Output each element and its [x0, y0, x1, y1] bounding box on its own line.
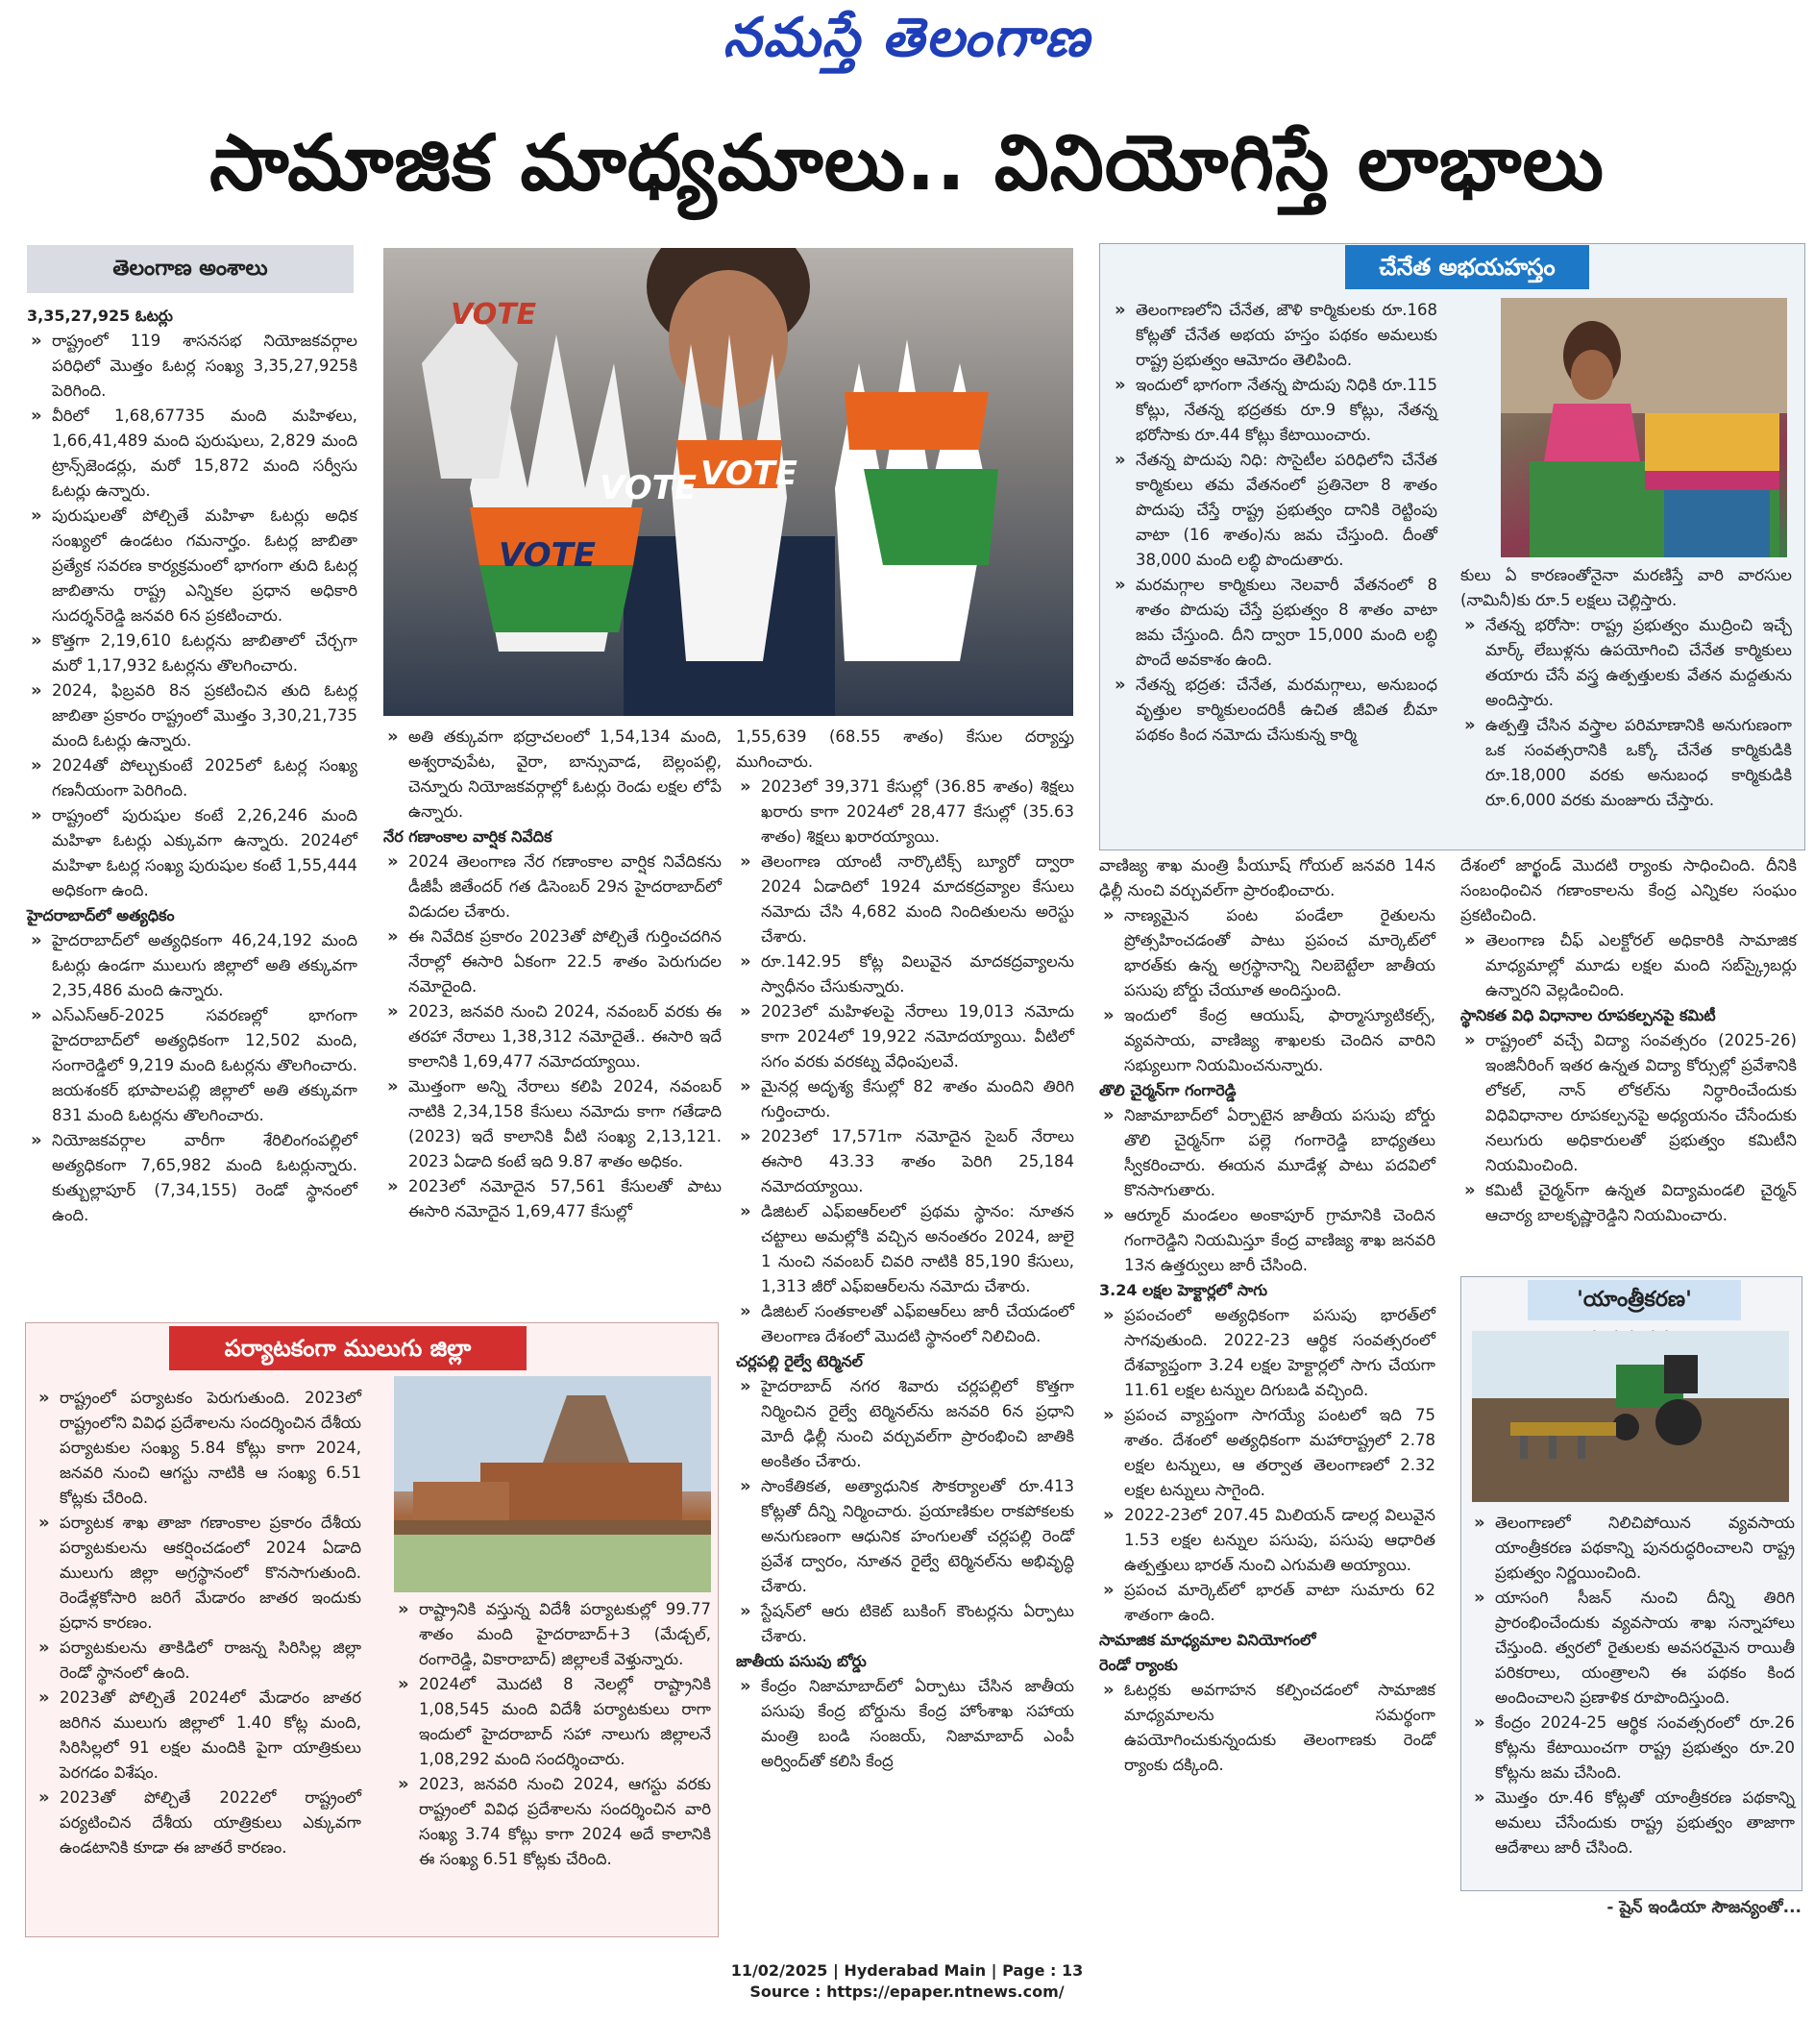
footer-date-edition: 11/02/2025 | Hyderabad Main | Page : 13 [730, 1961, 1084, 1980]
bullet-item: » 2024 తెలంగాణ నేర గణాంకాల వార్షిక నివేదికను డీజీపీ జితేందర్‌ గత డిసెంబర్‌ 29న హైదరాబాద్‌లో విడుదల చేశారు. [383, 850, 722, 924]
column-6 [1460, 853, 1797, 1228]
bullet-item: » కమిటీ చైర్మన్‌గా ఉన్నత విద్యామండలి చైర్మన్‌ ఆచార్య బాలకృష్ణారెడ్డిని నియమించారు. [1460, 1178, 1797, 1228]
bullet-item: » 2023తో పోల్చితే 2024లో మేడారం జాతర జరిగిన ములుగు జిల్లాలో 1.40 కోట్ల మంది, సిరిసిల్లలో 91 లక్షల మందికి పైగా యాత్రికులు పెరగడం విశేషం. [35, 1686, 361, 1785]
column-3 [736, 725, 1074, 1774]
section-head-hectares: 3.24 లక్షల హెక్టార్లలో సాగు [1099, 1281, 1268, 1299]
cheneta-bullets-left [1111, 298, 1437, 748]
bullet-item: » నిజామాబాద్‌లో ఏర్పాటైన జాతీయ పసుపు బోర్డు తొలి చైర్మన్‌గా పల్లె గంగారెడ్డి బాధ్యతలు స్వీకరించారు. ఈయన మూడేళ్ల పాటు పదవిలో కొనసాగుతారు. [1099, 1103, 1435, 1203]
col5-bullets-2 [1099, 1103, 1435, 1278]
bullet-item: » 2023, జనవరి నుంచి 2024, ఆగస్టు వరకు రాష్ట్రంలో వివిధ ప్రదేశాలను సందర్శించిన వారి సంఖ్య 3.74 కోట్లు కాగా 2024 అదే కాలానికి ఈ సంఖ్య 6.51 కోట్లకు చేరింది. [394, 1772, 711, 1872]
col6-bullets-2 [1460, 1028, 1797, 1228]
yantrikarana-column [1470, 1511, 1795, 1860]
bullet-item: » కేంద్రం 2024-25 ఆర్థిక సంవత్సరంలో రూ.26 కోట్లను కేటాయించగా రాష్ట్ర ప్రభుత్వం రూ.20 కోట్లను జమ చేసింది. [1470, 1711, 1795, 1785]
bullet-item: » 2023లో నమోదైన 57,561 కేసులతో పాటు ఈసారి నమోదైన 1,69,477 కేసుల్లో [383, 1174, 722, 1224]
bullet-item: » ఈ నివేదిక ప్రకారం 2023తో పోల్చితే గుర్తించదగిన నేరాల్లో ఈసారి ఏకంగా 22.5 శాతం పెరుగుదల నమోదైంది. [383, 924, 722, 999]
mulugu-bullets-right [394, 1597, 711, 1872]
bullet-item: » నియోజకవర్గాల వారీగా శేరిలింగంపల్లిలో అత్యధికంగా 7,65,982 మంది ఓటర్లున్నారు. కుత్బుల్లాపూర్‌ (7,34,155) రెండో స్థానంలో ఉంది. [27, 1128, 357, 1228]
mulugu-right-column [394, 1597, 711, 1872]
bullet-item: » యాసంగి సీజన్‌ నుంచి దీన్ని తిరిగి ప్రారంభించేందుకు వ్యవసాయ శాఖ సన్నాహాలు చేస్తుంది. త్వరలో రైతులకు అవసరమైన రాయితీ పరికరాలు, యంత్రాలని ఈ పథకం కింద అందించాలని ప్రణాళిక రూపొందిస్తుంది. [1470, 1586, 1795, 1711]
bullet-item: » డిజిటల్‌ సంతకాలతో ఎఫ్‌ఐఆర్‌లు జారీ చేయడంలో తెలంగాణ దేశంలో మొదటి స్థానంలో నిలిచింది. [736, 1299, 1074, 1349]
bullet-item: » తెలంగాణ యాంటీ నార్కొటిక్స్‌ బ్యూరో ద్వారా 2024 ఏడాదిలో 1924 మాదకద్రవ్యాల కేసులు నమోదు చేసి 4,682 మంది నిందితులను అరెస్టు చేశారు. [736, 850, 1074, 949]
bullet-item: » నేతన్న భరోసా: రాష్ట్ర ప్రభుత్వం ముద్రించి ఇచ్చే మార్క్‌ లేబుళ్లను ఉపయోగించి చేనేత కార్మికులు తయారు చేసే వస్త్ర ఉత్పత్తులకు వేతన మద్దతును అందిస్తారు. [1460, 613, 1792, 713]
section-head-voters: 3,35,27,925 ఓటర్లు [27, 307, 173, 325]
bullet-item: » తెలంగాణ చీఫ్‌ ఎలక్టోరల్‌ అధికారికి సామాజిక మాధ్యమాల్లో మూడు లక్షల మంది సబ్‌స్క్రైబర్లు ఉన్నారని వెల్లడించింది. [1460, 928, 1797, 1003]
cheneta-right-lead: కులు ఏ కారణంతోనైనా మరణిస్తే వారి వారసుల (నామినీ)కు రూ.5 లక్షలు చెల్లిస్తారు. [1460, 566, 1792, 609]
bullet-item: » 2023, జనవరి నుంచి 2024, నవంబర్‌ వరకు ఈ తరహా నేరాలు 1,38,312 నమోదైతే.. ఈసారి ఇదే కాలానికి 1,69,477 నమోదయ్యాయి. [383, 999, 722, 1074]
col3-lead: 1,55,639 (68.55 శాతం) కేసుల దర్యాప్తు ముగించారు. [736, 727, 1074, 771]
col1-bullets-1 [27, 329, 357, 903]
bullet-item: » ఎస్‌ఎస్‌ఆర్‌-2025 సవరణల్లో భాగంగా హైదరాబాద్‌లో అత్యధికంగా 12,502 మంది, సంగారెడ్డిలో 9,219 మంది ఓటర్లను తొలగించారు. జయశంకర్‌ భూపాలపల్లి జిల్లాలో అతి తక్కువగా 831 మంది ఓటర్లను తొలగించారు. [27, 1003, 357, 1128]
bullet-item: » రాష్ట్రానికి వస్తున్న విదేశీ పర్యాటకుల్లో 99.77 శాతం మంది హైదరాబాద్‌+3 (మేడ్చల్‌, రంగారెడ్డి, వికారాబాద్‌) జిల్లాలకే వెళ్తున్నారు. [394, 1597, 711, 1672]
vote-word-1: VOTE [499, 536, 597, 575]
bullet-item: » 2023లో మహిళలపై నేరాలు 19,013 నమోదు కాగా 2024లో 19,922 నమోదయ్యాయి. వీటిలో సగం వరకు వరకట్న వేధింపులవే. [736, 999, 1074, 1074]
cheneta-bullets-right [1460, 613, 1792, 813]
mulugu-left-column [35, 1386, 361, 1860]
bullet-item: » డిజిటల్‌ ఎఫ్‌ఐఆర్‌లలో ప్రథమ స్థానం: నూతన చట్టాలు అమల్లోకి వచ్చిన అనంతరం 2024, జులై 1 నుంచి నవంబర్‌ చివరి నాటికి 85,190 కేసులు, 1,313 జీరో ఎఫ్‌ఐఆర్‌లను నమోదు చేశారు. [736, 1199, 1074, 1299]
bullet-item: » నేతన్న భద్రత: చేనేత, మరమగ్గాలు, అనుబంధ వృత్తుల కార్మికులందరికీ ఉచిత జీవిత బీమా పథకం కింద నమోదు చేసుకున్న కార్మి [1111, 673, 1437, 748]
tractor-field-photo [1472, 1331, 1789, 1502]
column-1 [27, 304, 357, 1228]
bullet-item: » సాంకేతికత, అత్యాధునిక సౌకర్యాలతో రూ.413 కోట్లతో దీన్ని నిర్మించారు. ప్రయాణికుల రాకపోకలకు అనుగుణంగా ఆధునిక హంగులతో చర్లపల్లి రెండో ప్రవేశ ద్వారం, నూతన రైల్వే టెర్మినల్‌ను అభివృద్ధి చేశారు. [736, 1474, 1074, 1599]
col2-bullets-1 [383, 725, 722, 825]
temple-illustration [394, 1376, 711, 1592]
page-footer [0, 1960, 1814, 2028]
ramappa-temple-photo [394, 1376, 711, 1592]
bullet-item: » ఉత్పత్తి చేసిన వస్త్రాల పరిమాణానికి అనుగుణంగా ఒక సంవత్సరానికి ఒక్కో చేనేత కార్మికుడికి రూ.18,000 వరకు అనుబంధ కార్మికుడికి రూ.6,000 వరకు మంజూరు చేస్తారు. [1460, 713, 1792, 813]
bullet-item: » మొత్తంగా అన్ని నేరాలు కలిపి 2024, నవంబర్‌ నాటికి 2,34,158 కేసులు నమోదు కాగా గతేడాది (2023) ఇదే కాలానికి వీటి సంఖ్య 2,13,121. 2023 ఏడాది కంటే ఇది 9.87 శాతం అధికం. [383, 1074, 722, 1174]
vote-word-4: VOTE [451, 298, 537, 332]
bullet-item: » 2023తో పోల్చితే 2022లో రాష్ట్రంలో పర్యటించిన దేశీయ యాత్రికులు ఎక్కువగా ఉండటానికి కూడా ఈ జాతరే కారణం. [35, 1785, 361, 1860]
loom-illustration [1501, 298, 1787, 557]
section-head-locality-committee: స్థానికత విధి విధానాల రూపకల్పనపై కమిటీ [1460, 1006, 1716, 1024]
bullet-item: » ప్రపంచ వ్యాప్తంగా సాగయ్యే పంటలో ఇది 75 శాతం. దేశంలో అత్యధికంగా మహారాష్ట్రలో 2.78 లక్షల టన్నులు, ఆ తర్వాత తెలంగాణలో 2.32 లక్షల టన్నులు సాగైంది. [1099, 1403, 1435, 1503]
yantrikarana-box-title: 'యాంత్రీకరణ' [1528, 1280, 1741, 1320]
page-headline: సామాజిక మాధ్యమాలు.. వినియోగిస్తే లాభాలు [209, 118, 1605, 208]
col5-bullets-1 [1099, 903, 1435, 1078]
col3-bullets-3 [736, 1674, 1074, 1774]
bullet-item: » ఇందులో భాగంగా నేతన్న పొదుపు నిధికి రూ.115 కోట్లు, నేతన్న భద్రతకు రూ.9 కోట్లు, నేతన్న భరోసాకు రూ.44 కోట్లు కేటాయించారు. [1111, 373, 1437, 448]
section-head-crime-report: నేర గణాంకాల వార్షిక నివేదిక [383, 827, 552, 846]
bullet-item: » 2023లో 17,571గా నమోదైన సైబర్‌ నేరాలు ఈసారి 43.33 శాతం పెరిగి 25,184 నమోదయ్యాయి. [736, 1124, 1074, 1199]
bullet-item: » 2024లో మొదటి 8 నెలల్లో రాష్ట్రానికి 1,08,545 మంది విదేశీ పర్యాటకులు రాగా ఇందులో హైదరాబాద్‌ సహా నాలుగు జిల్లాలనే 1,08,292 మంది సందర్శించారు. [394, 1672, 711, 1772]
yantrikarana-bullets [1470, 1511, 1795, 1860]
section-head-social-media-2: రెండో ర్యాంకు [1099, 1656, 1178, 1674]
bullet-item: » 2023లో 39,371 కేసుల్లో (36.85 శాతం) శిక్షలు ఖరారు కాగా 2024లో 28,477 కేసుల్లో (35.63 శాతం) శిక్షలు ఖరారయ్యాయి. [736, 775, 1074, 850]
bullet-item: » కొత్తగా 2,19,610 ఓటర్లను జాబితాలో చేర్చగా మరో 1,17,932 ఓటర్లను తొలగించారు. [27, 628, 357, 678]
bullet-item: » స్టేషన్‌లో ఆరు టికెట్‌ బుకింగ్‌ కౌంటర్లను ఏర్పాటు చేశారు. [736, 1599, 1074, 1649]
bullet-item: » మొత్తం రూ.46 కోట్లతో యాంత్రీకరణ పథకాన్ని అమలు చేసేందుకు రాష్ట్ర ప్రభుత్వం తాజాగా ఆదేశాలు జారీ చేసింది. [1470, 1785, 1795, 1860]
bullet-item: » మరమగ్గాల కార్మికులు నెలవారీ వేతనంలో 8 శాతం పొదుపు చేస్తే ప్రభుత్వం 8 శాతం వాటా జమ చేస్తుంది. దీని ద్వారా 15,000 మంది లబ్ధి పొందే అవకాశం ఉంది. [1111, 573, 1437, 673]
bullet-item: » ప్రపంచంలో అత్యధికంగా పసుపు భారత్‌లో సాగవుతుంది. 2022-23 ఆర్థిక సంవత్సరంలో దేశవ్యాప్తంగా 3.24 లక్షల హెక్టార్లలో సాగు చేయగా 11.61 లక్షల టన్నుల దిగుబడి వచ్చింది. [1099, 1303, 1435, 1403]
section-head-charlapalli: చర్లపల్లి రైల్వే టెర్మినల్‌ [736, 1352, 864, 1370]
bullet-item: » పర్యాటక శాఖ తాజా గణాంకాల ప్రకారం దేశీయ పర్యాటకులను ఆకర్షించడంలో 2024 ఏడాది ములుగు జిల్లా అగ్రస్థానంలో కొనసాగుతుంది. రెండేళ్లకోసారి జరిగే మేడారం జాతర ఇందుకు ప్రధాన కారణం. [35, 1511, 361, 1636]
section-head-hyderabad: హైదరాబాద్‌లో అత్యధికం [27, 906, 175, 924]
credit-line: - షైన్‌ ఇండియా సౌజన్యంతో... [1606, 1898, 1802, 1917]
col6-lead: దేశంలో జార్ఖండ్‌ మొదటి ర్యాంకు సాధించింది. దీనికి సంబంధించిన గణాంకాలను కేంద్ర ఎన్నికల సంఘం ప్రకటించింది. [1460, 856, 1797, 924]
bullet-item: » హైదరాబాద్‌ నగర శివారు చర్లపల్లిలో కొత్తగా నిర్మించిన రైల్వే టెర్మినల్‌ను జనవరి 6న ప్రధాని మోదీ ఢిల్లీ నుంచి వర్చువల్‌గా ప్రారంభించి జాతికి అంకితం చేశారు. [736, 1374, 1074, 1474]
bullet-item: » హైదరాబాద్‌లో అత్యధికంగా 46,24,192 మంది ఓటర్లు ఉండగా ములుగు జిల్లాలో అతి తక్కువగా 2,35,486 మంది ఉన్నారు. [27, 928, 357, 1003]
bullet-item: » తెలంగాణలోని చేనేత, జౌళి కార్మికులకు రూ.168 కోట్లతో చేనేత అభయ హస్తం పథకం అమలుకు రాష్ట్ర ప్రభుత్వం ఆమోదం తెలిపింది. [1111, 298, 1437, 373]
tractor-illustration [1472, 1331, 1789, 1502]
cheneta-left-column [1111, 298, 1437, 748]
bullet-item: » నేతన్న పొదుపు నిధి: సొసైటీల పరిధిలోని చేనేత కార్మికులు తమ వేతనంలో ప్రతినెలా 8 శాతం పొదుపు చేస్తే రాష్ట్ర ప్రభుత్వం దానికి రెట్టింపు వాటా (16 శాతం)ను జమ చేస్తుంది. దీంతో 38,000 మంది లబ్ధి పొందుతారు. [1111, 448, 1437, 573]
bullet-item: » వీరిలో 1,68,67735 మంది మహిళలు, 1,66,41,489 మంది పురుషులు, 2,829 మంది ట్రాన్స్‌జెండర్లు, మరో 15,872 మంది సర్వీసు ఓటర్లు ఉన్నారు. [27, 404, 357, 504]
section-head-social-media-1: సామాజిక మాధ్యమాల వినియోగంలో [1099, 1631, 1316, 1649]
bullet-item: » రాష్ట్రంలో 119 శాసనసభ నియోజకవర్గాల పరిధిలో మొత్తం ఓటర్ల సంఖ్య 3,35,27,925కి పెరిగింది. [27, 329, 357, 404]
column-5 [1099, 853, 1435, 1778]
bullet-item: » 2022-23లో 207.45 మిలియన్‌ డాలర్ల విలువైన 1.53 లక్షల టన్నుల పసుపు, పసుపు ఆధారిత ఉత్పత్తులు భారత్‌ నుంచి ఎగుమతి అయ్యాయి. [1099, 1503, 1435, 1578]
bullet-item: » రూ.142.95 కోట్ల విలువైన మాదకద్రవ్యాలను స్వాధీనం చేసుకున్నారు. [736, 949, 1074, 999]
bullet-item: » ఇందులో కేంద్ర ఆయుష్‌, ఫార్మాస్యూటికల్స్‌, వ్యవసాయ, వాణిజ్య శాఖలకు చెందిన వారిని సభ్యులుగా నియమించనున్నారు. [1099, 1003, 1435, 1078]
col5-bullets-3 [1099, 1303, 1435, 1628]
bullet-item: » తెలంగాణలో నిలిచిపోయిన వ్యవసాయ యాంత్రీకరణ పథకాన్ని పునరుద్ధరించాలని రాష్ట్ర ప్రభుత్వం నిర్ణయించింది. [1470, 1511, 1795, 1586]
col5-bullets-4 [1099, 1678, 1435, 1778]
col1-bullets-2 [27, 928, 357, 1228]
section-head-first-chairman: తొలి చైర్మన్‌గా గంగారెడ్డి [1099, 1081, 1237, 1099]
bullet-item: » 2024, ఫిబ్రవరి 8న ప్రకటించిన తుది ఓటర్ల జాబితా ప్రకారం రాష్ట్రంలో మొత్తం 3,30,21,735 మంది ఓటర్లు ఉన్నారు. [27, 678, 357, 753]
bullet-item: » 2024తో పోల్చుకుంటే 2025లో ఓటర్ల సంఖ్య గణనీయంగా పెరిగింది. [27, 753, 357, 803]
bullet-item: » రాష్ట్రంలో వచ్చే విద్యా సంవత్సరం (2025-26) ఇంజినీరింగ్‌ ఇతర ఉన్నత విద్యా కోర్సుల్లో ప్రవేశానికి లోకల్‌, నాన్‌ లోకల్‌ను నిర్ధారించేందుకు విధివిధానాల రూపకల్పనపై అధ్యయనం చేసేందుకు నలుగురు అధికారులతో ప్రభుత్వం కమిటీని నియమించింది. [1460, 1028, 1797, 1178]
bullet-item: » ఆర్మూర్‌ మండలం అంకాపూర్‌ గ్రామానికి చెందిన గంగారెడ్డిని నియమిస్తూ కేంద్ర వాణిజ్య శాఖ జనవరి 13న ఉత్తర్వులు జారీ చేసింది. [1099, 1203, 1435, 1278]
column-2 [383, 725, 722, 1224]
bullet-item: » మైనర్ల అదృశ్య కేసుల్లో 82 శాతం మందిని తిరిగి గుర్తించారు. [736, 1074, 1074, 1124]
cheneta-box-title: చేనేత అభయహస్తం [1345, 245, 1589, 289]
newspaper-masthead: నమస్తే తెలంగాణ [723, 6, 1091, 69]
section-head-turmeric-board: జాతీయ పసుపు బోర్డు [736, 1652, 867, 1670]
col5-lead: వాణిజ్య శాఖ మంత్రి పీయూష్‌ గోయల్‌ జనవరి 14న ఢిల్లీ నుంచి వర్చువల్‌గా ప్రారంభించారు. [1099, 856, 1435, 899]
mulugu-box-title: పర్యాటకంగా ములుగు జిల్లా [169, 1326, 527, 1370]
bullet-item: » రాష్ట్రంలో పర్యాటకం పెరుగుతుంది. 2023లో రాష్ట్రంలోని వివిధ ప్రదేశాలను సందర్శించిన దేశీయ పర్యాటకుల సంఖ్య 5.84 కోట్లు కాగా 2024, జనవరి నుంచి ఆగస్టు నాటికి ఆ సంఖ్య 6.51 కోట్లకు చేరింది. [35, 1386, 361, 1511]
bullet-item: » అతి తక్కువగా భద్రాచలంలో 1,54,134 మంది, అశ్వరావుపేట, వైరా, బాన్సువాడ, బెల్లంపల్లి, చెన్నూరు నియోజకవర్గాల్లో ఓటర్లు రెండు లక్షల లోపే ఉన్నారు. [383, 725, 722, 825]
cheneta-right-column [1460, 563, 1792, 813]
col3-bullets-1 [736, 775, 1074, 1349]
box-title-telangana-amshalu: తెలంగాణ అంశాలు [27, 245, 354, 293]
bullet-item: » పర్యాటకులను తాకిడిలో రాజన్న సిరిసిల్ల జిల్లా రెండో స్థానంలో ఉంది. [35, 1636, 361, 1686]
mulugu-bullets-left [35, 1386, 361, 1860]
bullet-item: » కేంద్రం నిజామాబాద్‌లో ఏర్పాటు చేసిన జాతీయ పసుపు కేంద్ర బోర్డును కేంద్ర హోంశాఖ సహాయ మంత్రి బండి సంజయ్‌, నిజామాబాద్‌ ఎంపీ అర్వింద్‌తో కలిసి కేంద్ర [736, 1674, 1074, 1774]
bullet-item: » రాష్ట్రంలో పురుషుల కంటే 2,26,246 మంది మహిళా ఓటర్లు ఎక్కువగా ఉన్నారు. 2024లో మహిళా ఓటర్ల సంఖ్య పురుషుల కంటే 1,55,444 అధికంగా ఉంది. [27, 803, 357, 903]
bullet-item: » నాణ్యమైన పంట పండేలా రైతులను ప్రోత్సహించడంతో పాటు ప్రపంచ మార్కెట్‌లో భారత్‌కు ఉన్న అగ్రస్థానాన్ని నిలబెట్టేలా జాతీయ పసుపు బోర్డు చేయూత అందిస్తుంది. [1099, 903, 1435, 1003]
bullet-item: » పురుషులతో పోల్చితే మహిళా ఓటర్లు అధిక సంఖ్యలో ఉండటం గమనార్హం. ఓటర్ల జాబితా ప్రత్యేక సవరణ కార్యక్రమంలో భాగంగా తుది ఓటర్ల జాబితాను రాష్ట్ర ఎన్నికల ప్రధాన అధికారి సుదర్శన్‌రెడ్డి జనవరి 6న ప్రకటించారు. [27, 504, 357, 628]
col2-bullets-2 [383, 850, 722, 1224]
col3-bullets-2 [736, 1374, 1074, 1649]
col6-bullets-1 [1460, 928, 1797, 1003]
bullet-item: » ఓటర్లకు అవగాహన కల్పించడంలో సామాజిక మాధ్యమాలను సమర్థంగా ఉపయోగించుకున్నందుకు తెలంగాణకు రెండో ర్యాంకు దక్కింది. [1099, 1678, 1435, 1778]
bullet-item: » ప్రపంచ మార్కెట్‌లో భారత్‌ వాటా సుమారు 62 శాతంగా ఉంది. [1099, 1578, 1435, 1628]
weaver-loom-photo [1501, 298, 1787, 557]
vote-hands-photo [383, 248, 1073, 716]
footer-source: Source : https://epaper.ntnews.com/ [749, 1982, 1065, 2001]
vote-word-3: VOTE [700, 455, 798, 493]
vote-word-2: VOTE [600, 469, 698, 507]
